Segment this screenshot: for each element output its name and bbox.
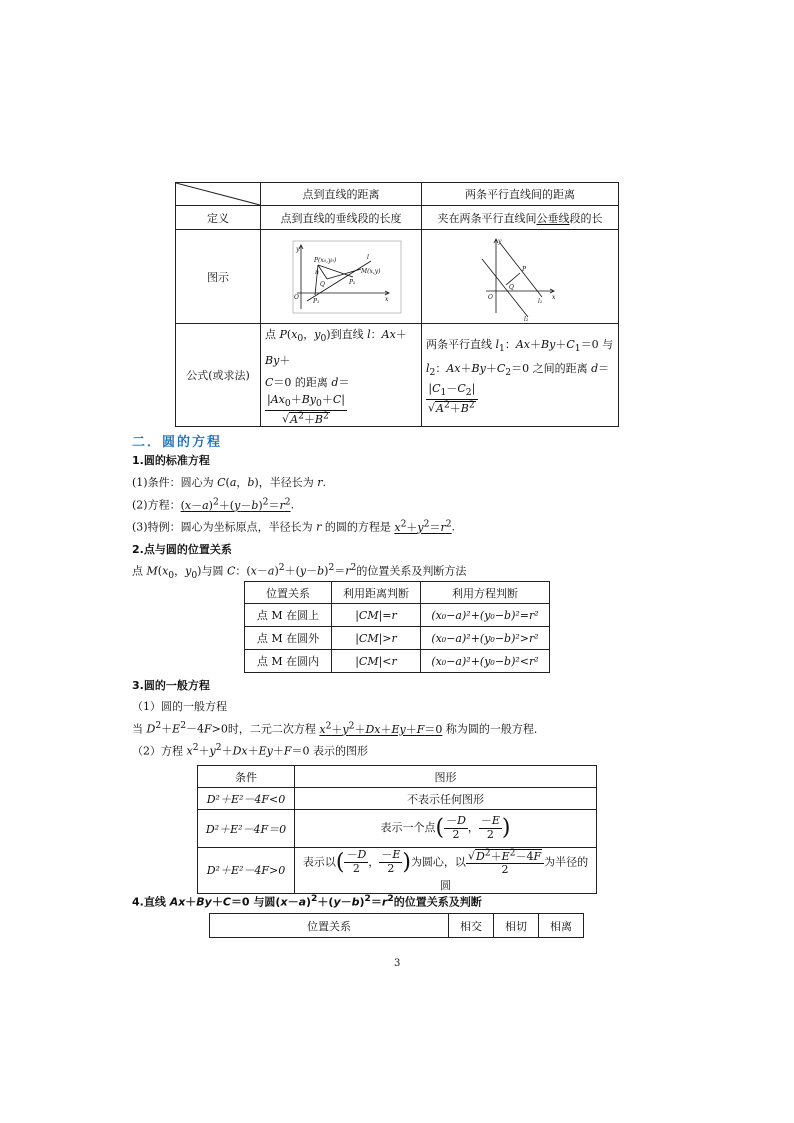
general-equation-table: [197, 765, 597, 894]
definition-point-line: 点到直线的垂线段的长度: [261, 206, 422, 230]
fig1-foot-q: Q: [320, 280, 325, 288]
fig1-point-p: P(x₀,y₀): [314, 256, 337, 264]
row-position: 点 M 在圆上: [245, 604, 332, 627]
fig2-y-label: y: [498, 237, 502, 245]
header-separate: 相离: [539, 914, 584, 938]
header-parallel-lines: 两条平行直线间的距离: [422, 183, 619, 206]
fig1-y-label: y: [296, 245, 300, 253]
formula-point-line: 点 $P(x_0$，$y_0$)到直线 l：Ax＋By＋ C＝0 的距离 d＝ $\frac{|Ax_0+By_0+C|}{√A^2+B^2}$: [261, 324, 422, 427]
distance-table: [175, 182, 619, 427]
table-row: [198, 848, 597, 894]
s3-title: 3.圆的一般方程: [132, 679, 210, 692]
row-shape: 表示一个点( $\frac{-D}{2}$ ， $\frac{-E}{2}$ ): [295, 810, 597, 848]
header-relation: 位置关系: [210, 914, 449, 938]
header-position: 位置关系: [245, 582, 332, 604]
row-condition: D²＋E²－4F>0: [198, 848, 295, 894]
fig2-point-p: P: [522, 265, 527, 273]
s1-special: (3)特例：圆心为坐标原点，半径长为 r 的圆的方程是 $x^2+y^2=r^2$.: [132, 518, 456, 534]
fig2-line-l2: l₂: [524, 315, 529, 323]
s4-title: 4.直线 Ax＋By＋C＝0 与圆$(x-a)^2+(y-b)^2=r^2$的位置关系及判断: [132, 893, 482, 909]
fig2-line-l1: l₁: [538, 297, 543, 305]
header-tangent: 相切: [494, 914, 539, 938]
s2-title: 2.点与圆的位置关系: [132, 543, 232, 556]
s3-p1: （1）圆的一般方程: [132, 700, 227, 713]
header-point-line: 点到直线的距离: [261, 183, 422, 206]
point-line-diagram: [261, 231, 421, 323]
line-circle-table: [209, 913, 584, 938]
table-row: [245, 604, 550, 627]
header-condition: 条件: [198, 766, 295, 788]
fig1-normal-n: n: [315, 268, 319, 276]
fig2-x-label: x: [552, 293, 556, 301]
fig1-origin-label: O: [294, 293, 299, 301]
table-row: [198, 810, 597, 848]
fig1-point-m: M(x,y): [361, 267, 381, 275]
figure-parallel: [422, 230, 619, 324]
row-condition: D²＋E²－4F<0: [198, 788, 295, 810]
row-shape: 不表示任何图形: [295, 788, 597, 810]
row-shape: 表示以( $\frac{-D}{2}$ ， $\frac{-E}{2}$ )为圆心，以 $\frac{√D^2+E^2-4F}{2}$ 为半径的圆: [295, 848, 597, 894]
row-equation: (x₀−a)²+(y₀−b)²=r²: [421, 604, 550, 627]
s2-intro: 点 $M(x_0$，$y_0$)与圆 C：$(x-a)^2+(y-b)^2=r^2$的位置关系及判断方法: [132, 562, 467, 581]
header-distance: 利用距离判断: [332, 582, 421, 604]
table-row: [245, 627, 550, 650]
parallel-lines-diagram: [460, 231, 580, 323]
header-equation: 利用方程判断: [421, 582, 550, 604]
header-shape: 图形: [295, 766, 597, 788]
formula-parallel: 两条平行直线 $l_1$：$Ax+By+C_1=0$ 与 $l_2$：$Ax+By+C_2=0$ 之间的距离 d＝ $\frac{|C_1-C_2|}{√A^2+B^2}$: [422, 324, 619, 427]
fig1-point-p2: P₂: [349, 278, 356, 286]
figure-point-line: [261, 230, 422, 324]
definition-parallel: 夹在两条平行直线间公垂线段的长: [422, 206, 619, 230]
row-equation: (x₀−a)²+(y₀−b)²>r²: [421, 627, 550, 650]
fig1-x-label: x: [385, 295, 389, 303]
row-label-definition: 定义: [176, 206, 261, 230]
row-position: 点 M 在圆外: [245, 627, 332, 650]
fig1-point-p1: P₁: [313, 297, 320, 305]
s1-equation: (2)方程：$(x-a)^2+(y-b)^2=r^2$.: [132, 496, 295, 512]
s1-condition: (1)条件：圆心为 C(a，b)，半径长为 r.: [132, 476, 326, 489]
row-distance: |CM|=r: [332, 604, 421, 627]
fig2-origin-label: O: [488, 293, 493, 301]
row-distance: |CM|>r: [332, 627, 421, 650]
row-position: 点 M 在圆内: [245, 650, 332, 673]
point-circle-table: [244, 581, 550, 673]
row-label-formula: 公式(或求法): [176, 324, 261, 427]
row-condition: D²＋E²－4F＝0: [198, 810, 295, 848]
s3-p2: （2）方程 $x^2+y^2+Dx+Ey+F=0$ 表示的图形: [132, 742, 369, 758]
section-title-circle-equation: 二．圆的方程: [132, 435, 223, 450]
diagonal-line: [176, 183, 260, 205]
s1-title: 1.圆的标准方程: [132, 454, 210, 467]
fig2-point-q: Q: [509, 283, 514, 291]
s3-p1-text: 当 $D^2+E^2-4F>0$时，二元二次方程 $x^2+y^2+Dx+Ey+F=0$ 称为圆的一般方程．: [132, 720, 545, 736]
page-number: 3: [394, 958, 401, 969]
row-equation: (x₀−a)²+(y₀−b)²<r²: [421, 650, 550, 673]
table-row: [245, 650, 550, 673]
table-row: [198, 788, 597, 810]
row-distance: |CM|<r: [332, 650, 421, 673]
row-label-figure: 图示: [176, 230, 261, 324]
fig1-line-l: l: [367, 253, 369, 261]
header-intersect: 相交: [449, 914, 494, 938]
diagonal-header-cell: [176, 183, 261, 206]
